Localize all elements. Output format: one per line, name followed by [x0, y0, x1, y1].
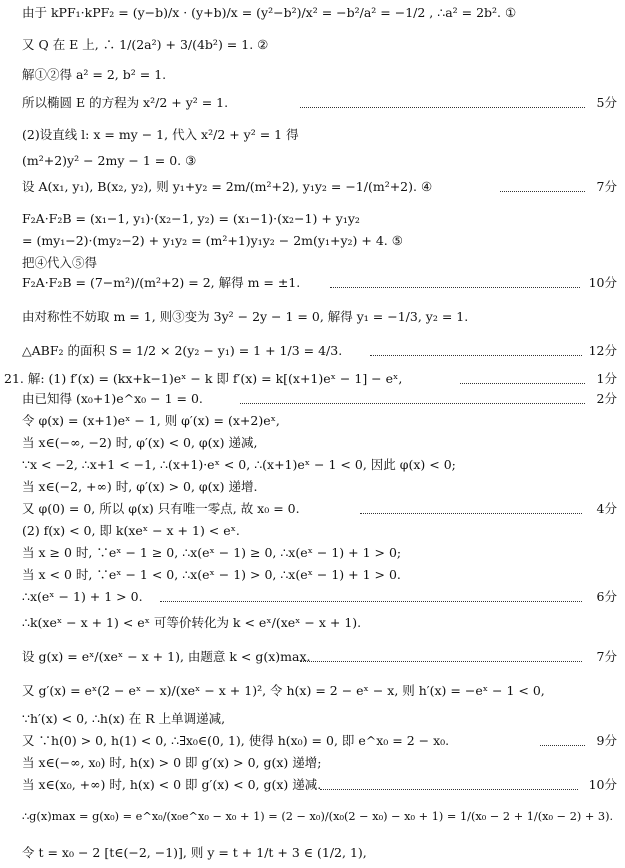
- line-4: [0, 92, 625, 114]
- line-text: 把④代入⑤得: [22, 255, 98, 270]
- score-label: 2分: [596, 391, 617, 406]
- line-text: ∴k(xeˣ − x + 1) < eˣ 可等价转化为 k < eˣ/(xeˣ − x + 1).: [22, 615, 362, 630]
- line-text: 令 φ(x) = (x+1)eˣ − 1, 则 φ′(x) = (x+2)eˣ,: [22, 413, 280, 428]
- score-label: 10分: [588, 777, 617, 792]
- dot-leader: [320, 767, 578, 790]
- line-text: (2)设直线 l: x = my − 1, 代入 x²/2 + y² = 1 得: [22, 127, 299, 142]
- line-text: 当 x∈(−∞, −2) 时, φ′(x) < 0, φ(x) 递减,: [22, 435, 258, 450]
- line-text: ∵x < −2, ∴x+1 < −1, ∴(x+1)·eˣ < 0, ∴(x+1)eˣ − 1 < 0, 因此 φ(x) < 0;: [22, 457, 456, 472]
- score-label: 1分: [596, 371, 617, 386]
- line-12: [0, 306, 625, 328]
- dot-leader: [300, 639, 582, 662]
- line-1: [0, 2, 625, 24]
- line-text: 当 x ≥ 0 时, ∵eˣ − 1 ≥ 0, ∴x(eˣ − 1) ≥ 0, ∴x(eˣ − 1) + 1 > 0;: [22, 545, 402, 560]
- dot-leader: [240, 381, 585, 404]
- line-text: ∴g(x)max = g(x₀) = e^x₀/(x₀e^x₀ − x₀ + 1) = (2 − x₀)/(x₀(2 − x₀) − x₀ + 1) = 1/(x₀ − 2 + 1/(x₀ − 2) + 3).: [22, 810, 614, 823]
- score-label: 7分: [596, 649, 617, 664]
- line-27: [0, 680, 625, 702]
- line-text: = (my₁−2)·(my₂−2) + y₁y₂ = (m²+1)y₁y₂ − 2m(y₁+y₂) + 4. ⑤: [22, 233, 403, 248]
- line-text: ∵h′(x) < 0, ∴h(x) 在 R 上单调递减,: [22, 711, 226, 726]
- dot-leader: [160, 579, 582, 602]
- line-text: 21. 解: (1) f′(x) = (kx+k−1)eˣ − k 即 f′(x) = k[(x+1)eˣ − 1] − eˣ,: [4, 371, 403, 386]
- line-text: 所以椭圆 E 的方程为 x²/2 + y² = 1.: [22, 95, 229, 110]
- score-label: 7分: [596, 179, 617, 194]
- line-text: 当 x∈(−2, +∞) 时, φ′(x) > 0, φ(x) 递增.: [22, 479, 258, 494]
- line-text: 又 Q 在 E 上, ∴ 1/(2a²) + 3/(4b²) = 1. ②: [22, 37, 269, 52]
- line-25: [0, 612, 625, 634]
- dot-leader: [370, 333, 582, 356]
- line-text: 令 t = x₀ − 2 [t∈(−2, −1)], 则 y = t + 1/t + 3 ∈ (1/2, 1),: [22, 845, 367, 860]
- line-text: 当 x∈(x₀, +∞) 时, h(x) < 0 即 g′(x) < 0, g(x) 递减.: [22, 777, 322, 792]
- dot-leader: [360, 491, 582, 514]
- line-text: 又 ∵h(0) > 0, h(1) < 0, ∴∃x₀∈(0, 1), 使得 h(x₀) = 0, 即 e^x₀ = 2 − x₀.: [22, 733, 450, 748]
- line-16: [0, 410, 625, 432]
- line-text: 又 φ(0) = 0, 所以 φ(x) 只有唯一零点, 故 x₀ = 0.: [22, 501, 300, 516]
- dot-leader: [500, 169, 585, 192]
- line-text: 又 g′(x) = eˣ(2 − eˣ − x)/(xeˣ − x + 1)², 令 h(x) = 2 − eˣ − x, 则 h′(x) = −eˣ − 1 < 0,: [22, 683, 545, 698]
- line-31: [0, 774, 625, 796]
- line-5: [0, 124, 625, 146]
- line-2: [0, 34, 625, 56]
- score-label: 12分: [588, 343, 617, 358]
- line-9: [0, 230, 625, 252]
- line-15: [0, 388, 625, 410]
- line-33: [0, 842, 625, 864]
- line-text: ∴x(eˣ − 1) + 1 > 0.: [22, 589, 143, 604]
- line-text: 解①②得 a² = 2, b² = 1.: [22, 67, 167, 82]
- line-text: F₂A·F₂B = (x₁−1, y₁)·(x₂−1, y₂) = (x₁−1)·(x₂−1) + y₁y₂: [22, 211, 360, 226]
- line-18: [0, 454, 625, 476]
- line-32: [0, 806, 625, 828]
- line-24: [0, 586, 625, 608]
- line-7: [0, 176, 625, 198]
- line-3: [0, 64, 625, 86]
- dot-leader: [540, 723, 585, 746]
- line-text: (m²+2)y² − 2my − 1 = 0. ③: [22, 153, 197, 168]
- score-label: 5分: [596, 95, 617, 110]
- line-20: [0, 498, 625, 520]
- line-17: [0, 432, 625, 454]
- line-text: △ABF₂ 的面积 S = 1/2 × 2(y₂ − y₁) = 1 + 1/3 = 4/3.: [22, 343, 343, 358]
- score-label: 10分: [588, 275, 617, 290]
- line-26: [0, 646, 625, 668]
- line-text: 当 x∈(−∞, x₀) 时, h(x) > 0 即 g′(x) > 0, g(x) 递增;: [22, 755, 322, 770]
- dot-leader: [300, 85, 585, 108]
- line-text: 设 A(x₁, y₁), B(x₂, y₂), 则 y₁+y₂ = 2m/(m²+2), y₁y₂ = −1/(m²+2). ④: [22, 179, 433, 194]
- line-text: 由已知得 (x₀+1)e^x₀ − 1 = 0.: [22, 391, 203, 406]
- line-28: [0, 708, 625, 730]
- dot-leader: [330, 265, 580, 288]
- line-21: [0, 520, 625, 542]
- score-label: 6分: [596, 589, 617, 604]
- line-29: [0, 730, 625, 752]
- line-text: (2) f(x) < 0, 即 k(xeˣ − x + 1) < eˣ.: [22, 523, 240, 538]
- line-11: [0, 272, 625, 294]
- line-22: [0, 542, 625, 564]
- score-label: 4分: [596, 501, 617, 516]
- line-text: 由于 kPF₁·kPF₂ = (y−b)/x · (y+b)/x = (y²−b²)/x² = −b²/a² = −1/2 , ∴a² = 2b². ①: [22, 5, 517, 20]
- line-text: 设 g(x) = eˣ/(xeˣ − x + 1), 由题意 k < g(x)max.: [22, 649, 311, 664]
- line-text: 当 x < 0 时, ∵eˣ − 1 < 0, ∴x(eˣ − 1) > 0, ∴x(eˣ − 1) + 1 > 0.: [22, 567, 401, 582]
- line-8: [0, 208, 625, 230]
- line-text: 由对称性不妨取 m = 1, 则③变为 3y² − 2y − 1 = 0, 解得 y₁ = −1/3, y₂ = 1.: [22, 309, 469, 324]
- score-label: 9分: [596, 733, 617, 748]
- line-13: [0, 340, 625, 362]
- line-text: F₂A·F₂B = (7−m²)/(m²+2) = 2, 解得 m = ±1.: [22, 275, 301, 290]
